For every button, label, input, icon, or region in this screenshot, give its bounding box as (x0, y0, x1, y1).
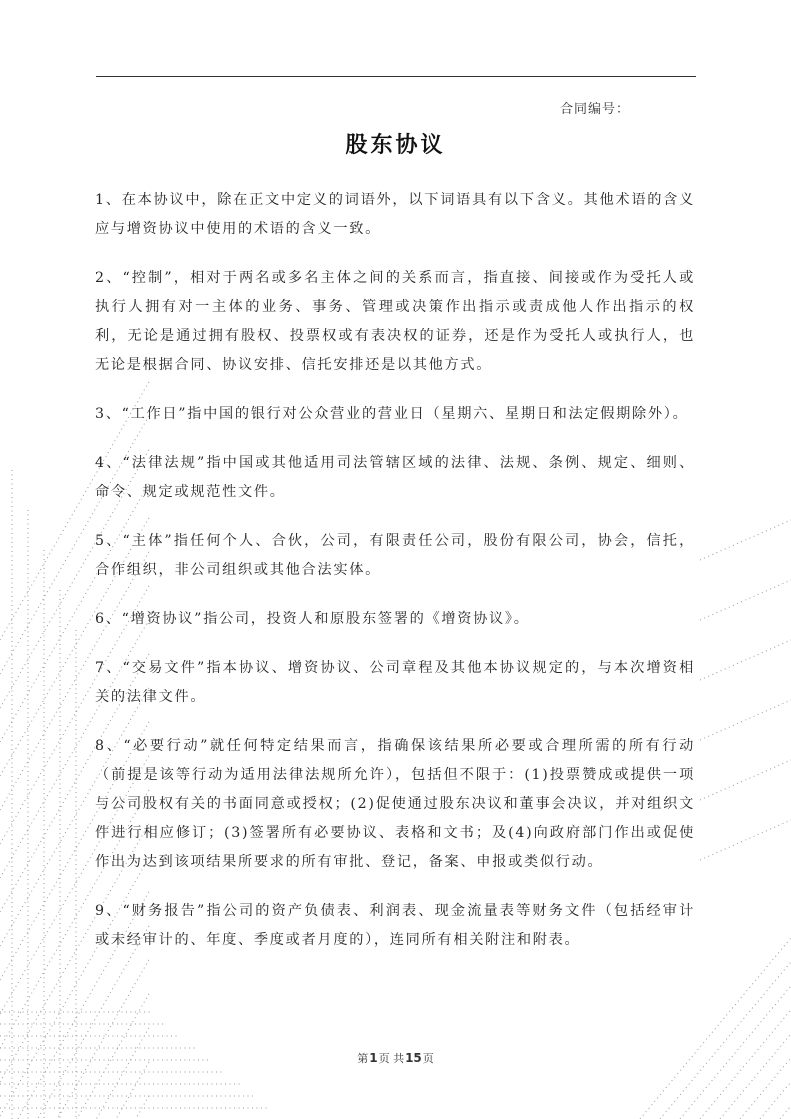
clause-4: 4、“法律法规”指中国或其他适用司法管辖区域的法律、法规、条例、规定、细则、命令、规定或规范性文件。 (95, 455, 695, 500)
footer-prefix: 第 (357, 1052, 369, 1065)
footer-suffix: 页 (422, 1052, 434, 1065)
document-title: 股东协议 (345, 133, 446, 158)
page-footer (0, 1050, 791, 1066)
footer-page-number: 1 (369, 1051, 378, 1065)
clause-1: 1、在本协议中，除在正文中定义的词语外，以下词语具有以下含义。其他术语的含义应与增资协议中使用的术语的含义一致。 (95, 192, 695, 237)
contract-number-label: 合同编号： (560, 102, 631, 117)
clause-5: 5、“主体”指任何个人、合伙，公司，有限责任公司，股份有限公司，协会，信托，合作组织，非公司组织或其他合法实体。 (95, 533, 695, 578)
document-body (95, 186, 695, 975)
clause-9: 9、“财务报告”指公司的资产负债表、利润表、现金流量表等财务文件（包括经审计或未经审计的、年度、季度或者月度的），连同所有相关附注和附表。 (95, 903, 695, 948)
footer-mid: 页 共 (378, 1052, 405, 1065)
header-rule (96, 76, 696, 77)
clause-3: 3、“工作日”指中国的银行对公众营业的营业日（星期六、星期日和法定假期除外）。 (95, 406, 689, 422)
clause-8: 8、“必要行动”就任何特定结果而言，指确保该结果所必要或合理所需的所有行动（前提是该等行动为适用法律法规所允许），包括但不限于：(1)投票赞成或提供一项与公司股权有关的书面同意或授权；(2)促使通过股东决议和董事会决议，并对组织文件进行相应修订；(3)签署所有必要协议、表格和文书；及(4)向政府部门作出或促使作出为达到该项结果所要求的所有审批、登记，备案、申报或类似行动。 (95, 738, 695, 870)
clause-7: 7、“交易文件”指本协议、增资协议、公司章程及其他本协议规定的，与本次增资相关的法律文件。 (95, 660, 695, 705)
footer-total-pages: 15 (405, 1051, 422, 1065)
clause-2: 2、“控制”，相对于两名或多名主体之间的关系而言，指直接、间接或作为受托人或执行人拥有对一主体的业务、事务、管理或决策作出指示或责成他人作出指示的权利，无论是通过拥有股权、投票权或有表决权的证券，还是作为受托人或执行人，也无论是根据合同、协议安排、信托安排还是以其他方式。 (95, 270, 695, 373)
clause-6: 6、“增资协议”指公司，投资人和原股东签署的《增资协议》。 (95, 611, 530, 627)
